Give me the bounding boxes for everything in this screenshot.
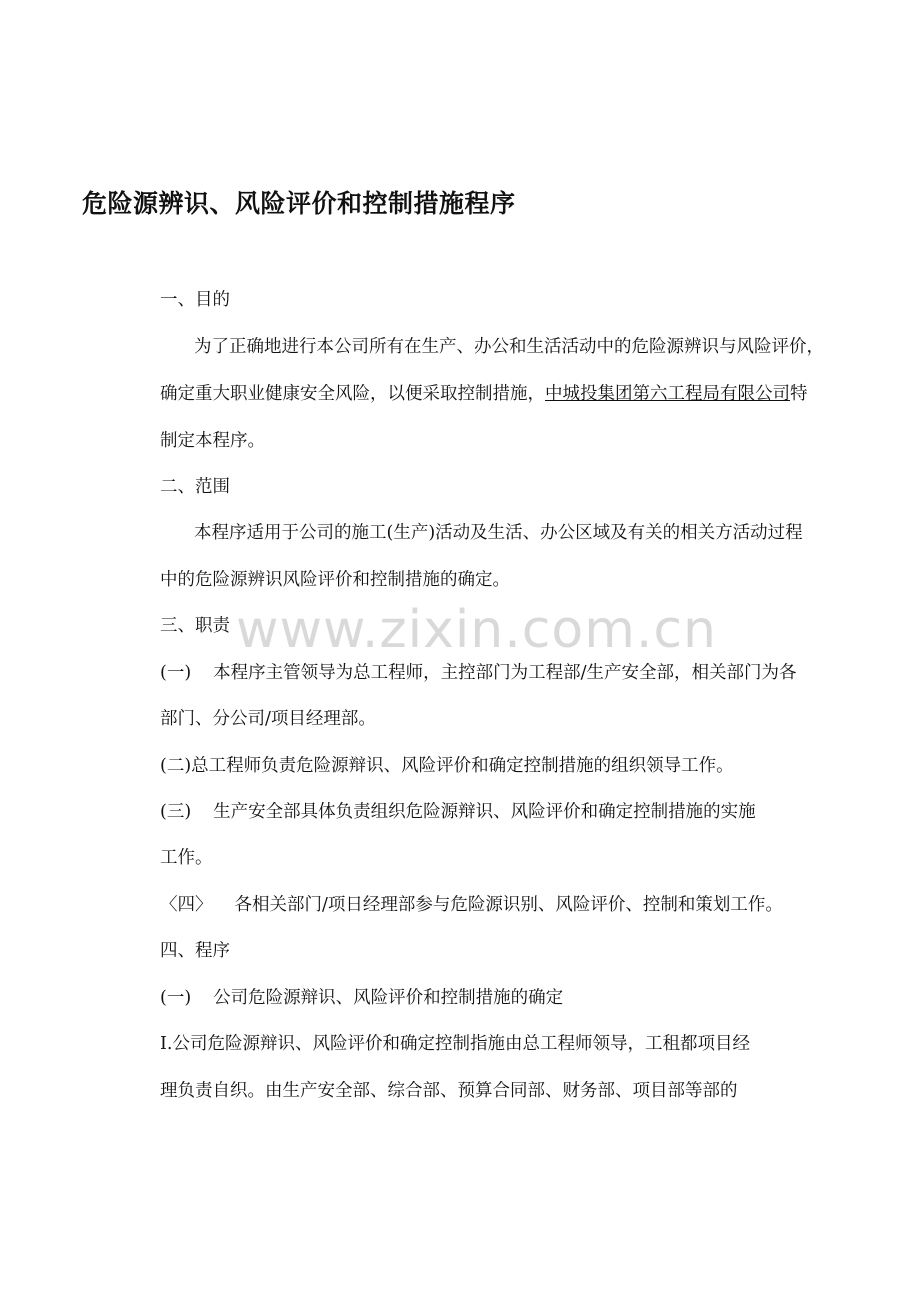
procedure-paragraph-line-1: I.公司危险源辩识、风险评价和确定控制指施由总工程师领导，工租都项目经 [160, 1034, 750, 1054]
scope-paragraph-line-2: 中的危险源辨识风险评价和控制措施的确定。 [160, 570, 510, 590]
scope-paragraph-line-1: 本程序适用于公司的施工(生产)活动及生活、办公区域及有关的相关方活动过程 [194, 523, 803, 543]
responsibility-item-2: (二)总工程师负责危险源辩识、风险评价和确定控制措施的组织领导工作。 [160, 756, 734, 776]
item-text: 各相关部门/项日经理部参与危险源识别、风险评价、控制和策划工作。 [234, 895, 783, 915]
responsibility-item-1-line-1 [160, 661, 797, 685]
item-marker: (三) [160, 802, 192, 822]
section-heading-responsibilities: 三、职责 [160, 616, 230, 636]
section-heading-procedure: 四、程序 [160, 941, 230, 961]
procedure-item-1 [160, 986, 563, 1010]
purpose-text-before-company: 确定重大职业健康安全风险，以便采取控制措施， [160, 384, 545, 404]
purpose-paragraph-line-3: 制定本程序。 [160, 431, 265, 451]
responsibility-item-3-line-1 [160, 800, 756, 824]
item-text: 本程序主管领导为总工程师，主控部门为工程部/生产安全部，相关部门为各 [213, 663, 797, 683]
purpose-paragraph-line-2 [160, 382, 808, 406]
section-heading-purpose: 一、目的 [160, 290, 230, 310]
responsibility-item-3-line-2: 工作。 [160, 848, 213, 868]
purpose-paragraph-line-1: 为了正确地进行本公司所有在生产、办公和生活活动中的危险源辨识与风险评价， [194, 337, 824, 357]
document-title: 危险源辨识、风险评价和控制措施程序 [82, 189, 516, 218]
section-heading-scope: 二、范围 [160, 477, 230, 497]
item-marker: 〈四〉 [160, 895, 213, 915]
item-marker: (一) [160, 988, 192, 1008]
purpose-text-after-company: 特 [790, 384, 808, 404]
responsibility-item-1-line-2: 部门、分公司/项目经理部。 [160, 709, 376, 729]
item-text: 生产安全部具体负责组织危险源辩识、风险评价和确定控制措施的实施 [213, 802, 756, 822]
watermark: www.zixin.com.cn [236, 600, 717, 660]
responsibility-item-4 [160, 893, 783, 917]
company-name: 中城投集团第六工程局有限公司 [545, 384, 790, 404]
procedure-paragraph-line-2: 理负责自织。由生产安全部、综合部、预算合同部、财务部、项目部等部的 [160, 1081, 738, 1101]
item-marker: (一) [160, 663, 192, 683]
item-text: 公司危险源辩识、风险评价和控制措施的确定 [213, 988, 564, 1008]
